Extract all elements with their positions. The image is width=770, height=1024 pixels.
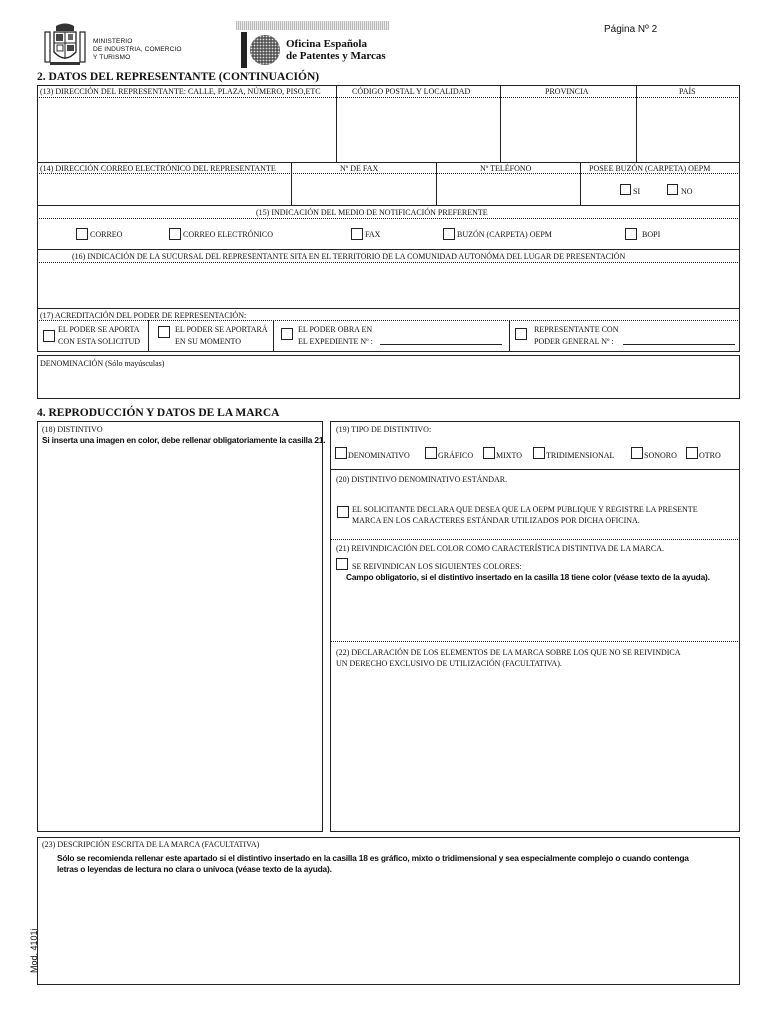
section-4-title: 4. REPRODUCCIÓN Y DATOS DE LA MARCA: [37, 407, 280, 419]
color-claim-checkbox[interactable]: [336, 558, 348, 570]
type-sound-label: SONORO: [644, 451, 677, 460]
standard-characters-checkbox[interactable]: [337, 506, 349, 518]
notify-fax-label: FAX: [365, 230, 381, 239]
postal-code-label: CÓDIGO POSTAL Y LOCALIDAD: [352, 87, 471, 96]
type-mixed-checkbox[interactable]: [483, 447, 495, 459]
type-graphic-checkbox[interactable]: [425, 447, 437, 459]
field-23-label: (23) DESCRIPCIÓN ESCRITA DE LA MARCA (FACULTATIVA): [42, 840, 260, 849]
power-general-line-2: PODER GENERAL Nº :: [534, 337, 614, 346]
mailbox-label: POSEE BUZÓN (CARPETA) OEPM: [589, 164, 711, 173]
notify-mail-label: CORREO: [90, 230, 123, 239]
field-19-label: (19) TIPO DE DISTINTIVO:: [336, 425, 432, 434]
power-later-label: [175, 324, 268, 348]
ministry-line-1: MINISTERIO: [93, 38, 133, 45]
notify-email-checkbox[interactable]: [169, 228, 181, 240]
logo-band: [236, 21, 389, 30]
notify-email-label: CORREO ELECTRÓNICO: [183, 230, 273, 239]
office-line-2: de Patentes y Marcas: [286, 50, 386, 62]
power-general-line-1: REPRESENTANTE CON: [534, 325, 619, 334]
standard-characters-line-2: MARCA EN LOS CARACTERES ESTÁNDAR UTILIZADOS POR DICHA OFICINA.: [352, 516, 640, 525]
mailbox-yes-checkbox[interactable]: [620, 184, 631, 195]
province-field[interactable]: [501, 98, 635, 161]
oepm-logo-icon: [241, 32, 281, 68]
field-21-label: (21) REIVINDICACIÓN DEL COLOR COMO CARACTERÍSTICA DISTINTIVA DE LA MARCA.: [336, 544, 664, 553]
mailbox-no-checkbox[interactable]: [667, 184, 678, 195]
disclaimer-field[interactable]: [332, 672, 738, 830]
notify-fax-checkbox[interactable]: [351, 228, 363, 240]
country-field[interactable]: [637, 98, 739, 161]
type-mixed-label: MIXTO: [496, 451, 523, 460]
power-file-checkbox[interactable]: [281, 328, 293, 340]
power-general-checkbox[interactable]: [515, 328, 527, 340]
standard-characters-line-1: EL SOLICITANTE DECLARA QUE DESEA QUE LA OEPM PUBLIQUE Y REGISTRE LA PRESENTE: [352, 505, 698, 514]
power-general-number-field[interactable]: [623, 344, 735, 345]
power-attached-checkbox[interactable]: [43, 330, 55, 342]
email-label: (14) DIRECCIÓN CORREO ELECTRÓNICO DEL REPRESENTANTE: [40, 164, 276, 173]
power-later-checkbox[interactable]: [158, 326, 170, 338]
type-other-checkbox[interactable]: [686, 447, 698, 459]
field-18-note: Si inserta una imagen en color, debe rellenar obligatoriamente la casilla 21.: [42, 435, 326, 445]
ministry-line-2: DE INDUSTRIA, COMERCIO: [93, 46, 182, 53]
distinctive-sign-box[interactable]: [37, 421, 326, 832]
type-3d-checkbox[interactable]: [533, 447, 545, 459]
power-file-line-2: EL EXPEDIENTE Nº :: [298, 337, 373, 346]
ministry-line-3: Y TURISMO: [93, 54, 131, 61]
phone-label: Nº TELÉFONO: [480, 164, 532, 173]
model-code: Mod. 4101i: [29, 928, 39, 973]
color-claim-label: SE REIVINDICAN LOS SIGUIENTES COLORES:: [352, 562, 522, 571]
field-21-note: Campo obligatorio, si el distintivo insertado en la casilla 18 tiene color (véase texto de la ayuda).: [346, 572, 710, 582]
postal-code-field[interactable]: [337, 98, 499, 161]
section-2-title: 2. DATOS DEL REPRESENTANTE (CONTINUACIÓN): [37, 71, 320, 83]
type-graphic-label: GRÁFICO: [438, 451, 474, 460]
address-field[interactable]: [38, 98, 335, 161]
email-field[interactable]: [38, 174, 290, 204]
field-22-line-1: (22) DECLARACIÓN DE LOS ELEMENTOS DE LA MARCA SOBRE LOS QUE NO SE REIVINDICA: [336, 648, 681, 657]
notify-bopi-checkbox[interactable]: [625, 228, 637, 240]
notify-mailbox-checkbox[interactable]: [443, 228, 455, 240]
office-name: [286, 38, 386, 62]
mailbox-no-label: NO: [681, 187, 693, 196]
denomination-label: [40, 359, 164, 368]
country-label: PAÍS: [679, 87, 696, 96]
power-attached-line-2: CON ESTA SOLICITUD: [58, 337, 141, 346]
notify-bopi-label: BOPI: [642, 230, 661, 239]
power-title: (17) ACREDITACIÓN DEL PODER DE REPRESENTACIÓN:: [40, 311, 247, 320]
power-file-line-1: EL PODER OBRA EN: [298, 325, 373, 334]
page-number: Página Nº 2: [604, 24, 658, 35]
phone-field[interactable]: [437, 174, 579, 204]
field-22-line-2: UN DERECHO EXCLUSIVO DE UTILIZACIÓN (FACULTATIVA).: [336, 659, 562, 668]
notify-mailbox-label: BUZÓN (CARPETA) OEPM: [457, 230, 552, 239]
power-later-line-1: EL PODER SE APORTARÁ: [175, 325, 268, 334]
denomination-text: DENOMINACIÓN (Sólo mayúsculas): [40, 359, 165, 368]
field-23-note: [57, 853, 689, 875]
ministry-name: [93, 38, 182, 62]
field-23-note-line-1: Sólo se recomienda rellenar este apartado si el distintivo insertado en la casilla 18 es gráfico, mixto o tridimensional y sea especialmente complejo o cuando contenga: [57, 853, 689, 863]
field-18-label: (18) DISTINTIVO: [42, 425, 103, 434]
notify-mail-checkbox[interactable]: [76, 228, 88, 240]
power-later-line-2: EN SU MOMENTO: [175, 337, 242, 346]
branch-title: (16) INDICACIÓN DE LA SUCURSAL DEL REPRESENTANTE SITA EN EL TERRITORIO DE LA COMUNIDAD AUTONÓMA DEL LUGAR DE PRESENTACIÓN: [72, 252, 626, 261]
fax-field[interactable]: [292, 174, 435, 204]
field-20-label: (20) DISTINTIVO DENOMINATIVO ESTÁNDAR.: [336, 475, 508, 484]
field-22-label: [336, 647, 681, 669]
fax-label: Nº DE FAX: [340, 164, 379, 173]
power-file-number-field[interactable]: [380, 344, 502, 345]
type-denominative-checkbox[interactable]: [335, 447, 347, 459]
power-general-label: [534, 324, 618, 348]
power-file-label: [298, 324, 373, 348]
province-label: PROVINCIA: [545, 87, 589, 96]
notification-title: (15) INDICACIÓN DEL MEDIO DE NOTIFICACIÓN PREFERENTE: [256, 208, 488, 217]
type-denominative-label: DENOMINATIVO: [348, 451, 410, 460]
office-line-1: Oficina Española: [286, 38, 367, 50]
mailbox-yes-label: SI: [633, 187, 641, 196]
type-sound-checkbox[interactable]: [631, 447, 643, 459]
type-3d-label: TRIDIMENSIONAL: [546, 451, 615, 460]
standard-characters-text: [352, 504, 698, 526]
type-other-label: OTRO: [699, 451, 721, 460]
address-label: (13) DIRECCIÓN DEL REPRESENTANTE: CALLE, PLAZA, NÚMERO, PISO,ETC: [40, 87, 321, 96]
field-23-note-line-2: letras o leyendas de lectura no clara o unívoca (véase texto de la ayuda).: [57, 864, 332, 874]
power-attached-label: [58, 324, 140, 348]
color-claim-field[interactable]: [332, 584, 738, 638]
coat-of-arms-icon: [42, 22, 88, 68]
power-attached-line-1: EL PODER SE APORTA: [58, 325, 140, 334]
branch-field[interactable]: [38, 263, 739, 307]
